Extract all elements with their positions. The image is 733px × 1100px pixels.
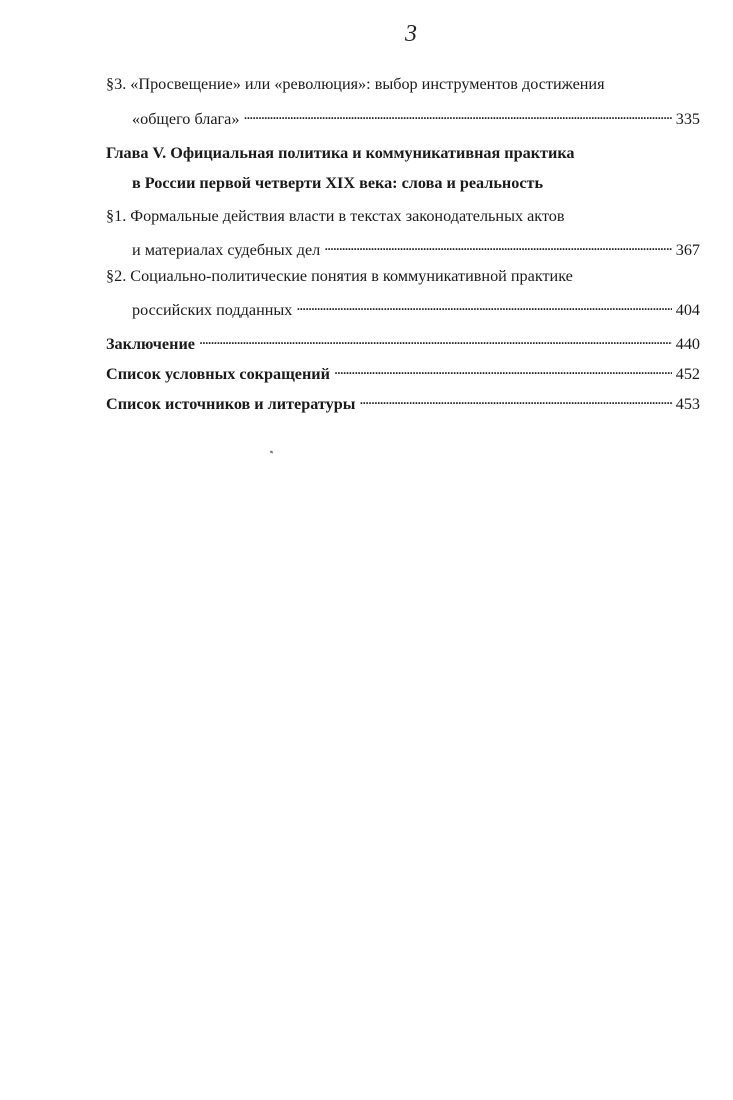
toc-section-3-title-cont: «общего блага» xyxy=(132,110,240,128)
toc-sources-entry xyxy=(106,389,700,414)
dot-leader xyxy=(296,295,671,315)
toc-conclusion-page: 440 xyxy=(675,335,700,353)
toc-sources-title: Список источников и литературы xyxy=(106,395,356,413)
toc-abbreviations-title: Список условных сокращений xyxy=(106,365,330,383)
toc-section-2-title: §2. Социально-политические понятия в коммуникативной практике xyxy=(106,267,573,285)
toc-chapter-5-title: Глава V. Официальная политика и коммуникативная практика xyxy=(106,144,575,162)
dot-leader xyxy=(199,329,672,349)
toc-section-1-page: 367 xyxy=(675,241,700,259)
toc-section-1-title: §1. Формальные действия власти в текстах законодательных актов xyxy=(106,207,565,225)
dot-leader xyxy=(324,235,671,255)
toc-section-1-entry xyxy=(132,235,700,260)
toc-conclusion-entry xyxy=(106,329,700,354)
dot-leader xyxy=(334,359,672,379)
handwritten-page-number: 3 xyxy=(405,21,417,47)
toc-section-2-title-cont: российских подданных xyxy=(132,301,293,319)
dot-leader xyxy=(243,104,671,124)
toc-section-3-entry xyxy=(132,104,700,129)
toc-section-3-title: §3. «Просвещение» или «революция»: выбор инструментов достижения xyxy=(106,75,605,93)
toc-conclusion-title: Заключение xyxy=(106,335,195,353)
toc-chapter-5-title-cont: в России первой четверти XIX века: слова и реальность xyxy=(132,174,544,192)
toc-section-2-page: 404 xyxy=(675,301,700,319)
toc-abbreviations-page: 452 xyxy=(675,365,700,383)
toc-sources-page: 453 xyxy=(675,395,700,413)
toc-section-1-title-cont: и материалах судебных дел xyxy=(132,241,321,259)
toc-abbreviations-entry xyxy=(106,359,700,384)
toc-section-2-entry xyxy=(132,295,700,320)
toc-section-3-page: 335 xyxy=(675,110,700,128)
dot-leader xyxy=(359,389,671,409)
